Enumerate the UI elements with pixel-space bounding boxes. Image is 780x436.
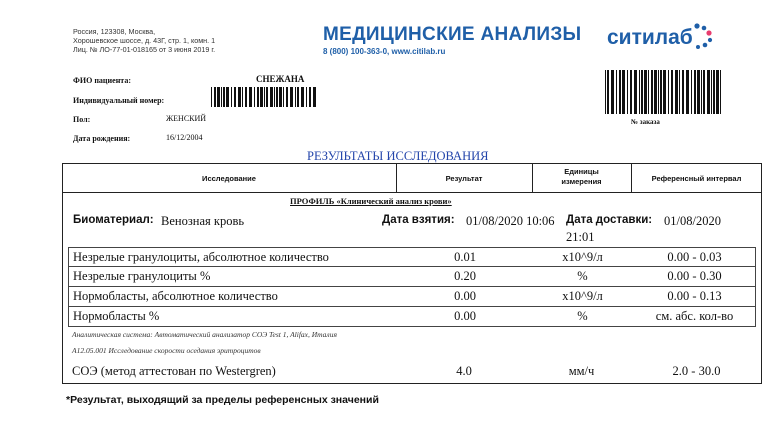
id-label: Индивидуальный номер: (73, 96, 165, 105)
row-result: 0.20 (454, 269, 476, 283)
row-result: 0.01 (454, 250, 476, 264)
table-row (68, 307, 756, 327)
table-row (68, 247, 756, 267)
row-name: Незрелые гранулоциты % (73, 269, 211, 283)
name-label: ФИО пациента: (73, 76, 131, 85)
esr-unit: мм/ч (568, 364, 595, 378)
row-unit: x10^9/л (562, 289, 603, 303)
lab-address (73, 27, 215, 54)
analyzer-note: Аналитическая система: Автоматический анализатор СОЭ Test 1, Alifax, Италия (72, 330, 337, 339)
row-name: Нормобласты % (73, 309, 160, 323)
table-row (68, 267, 756, 287)
row-ref: см. абс. кол-во (655, 309, 734, 323)
header-units (532, 167, 631, 187)
report-title: МЕДИЦИНСКИЕ АНАЛИЗЫ (323, 24, 582, 45)
taken-value: 01/08/2020 10:06 (466, 214, 555, 228)
row-ref: 0.00 - 0.13 (667, 289, 722, 303)
table-divider (62, 192, 762, 193)
order-label: № заказа (631, 118, 660, 126)
row-unit: x10^9/л (562, 250, 603, 264)
row-unit: % (577, 269, 588, 283)
order-barcode-icon (605, 70, 725, 114)
footnote: *Результат, выходящий за пределы референсных значений (66, 394, 379, 406)
contact-info: 8 (800) 100-363-0, www.citilab.ru (323, 47, 446, 56)
row-name: Нормобласты, абсолютное количество (73, 289, 278, 303)
row-ref: 0.00 - 0.03 (667, 250, 722, 264)
dob-label: Дата рождения: (73, 134, 131, 143)
address-line: Хорошевское шоссе, д. 43Г, стр. 1, комн. 1 (73, 36, 216, 45)
taken-label: Дата взятия: (382, 214, 455, 226)
sex-label: Пол: (73, 115, 91, 124)
row-result: 0.00 (454, 289, 476, 303)
patient-name: СНЕЖАНА (256, 74, 305, 84)
header-study: Исследование (202, 174, 256, 183)
address-line: Россия, 123308, Москва, (73, 27, 156, 36)
esr-result: 4.0 (456, 364, 472, 378)
delivery-value: 01/08/2020 (664, 214, 721, 228)
sex-value: ЖЕНСКИЙ (166, 114, 207, 123)
header-ref: Референсный интервал (651, 174, 742, 183)
esr-name: СОЭ (метод аттестован по Westergren) (72, 364, 276, 378)
table-row (68, 287, 756, 307)
row-ref: 0.00 - 0.30 (667, 269, 722, 283)
citilab-logo: ситилаб (607, 26, 693, 49)
delivery-time: 21:01 (566, 230, 595, 244)
row-result: 0.00 (454, 309, 476, 323)
header-units-line: измерения (561, 177, 602, 186)
header-result: Результат (445, 174, 483, 183)
patient-barcode-icon (211, 87, 317, 107)
logo-dots-icon (693, 23, 715, 49)
address-line: Лиц. № ЛО-77-01-018165 от 3 июня 2019 г. (73, 45, 216, 54)
delivery-label: Дата доставки: (566, 214, 653, 226)
esr-ref: 2.0 - 30.0 (672, 364, 721, 378)
header-units-line: Единицы (564, 167, 599, 176)
method-note: A12.05.001 Исследование скорости оседания эритроцитов (72, 346, 261, 355)
dob-value: 16/12/2004 (166, 133, 203, 142)
biomaterial-label: Биоматериал: (73, 214, 154, 226)
row-unit: % (577, 309, 588, 323)
profile-title: ПРОФИЛЬ «Клинический анализ крови» (290, 196, 452, 206)
biomaterial-value: Венозная кровь (161, 214, 245, 228)
results-title: РЕЗУЛЬТАТЫ ИССЛЕДОВАНИЯ (307, 149, 489, 163)
row-name: Незрелые гранулоциты, абсолютное количество (73, 250, 329, 264)
